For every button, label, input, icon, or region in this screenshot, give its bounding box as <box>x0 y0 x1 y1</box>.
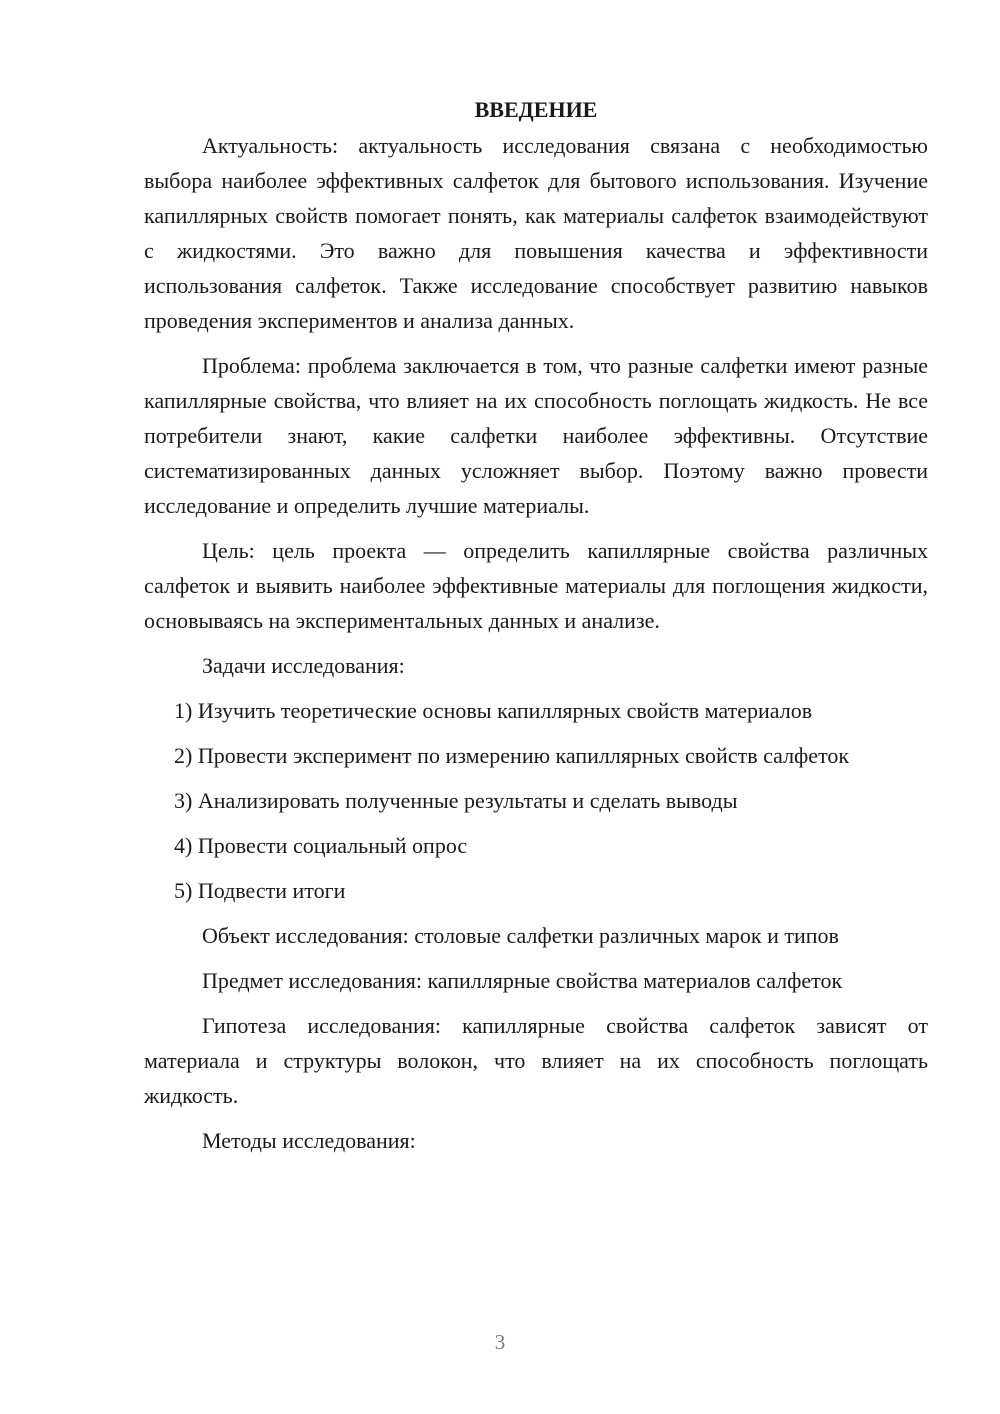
object-line: Объект исследования: столовые салфетки различных марок и типов <box>202 923 839 948</box>
task-item-2: 2) Провести эксперимент по измерению капиллярных свойств салфеток <box>174 743 850 768</box>
task-item-4: 4) Провести социальный опрос <box>174 833 468 858</box>
document-page <box>144 92 928 1168</box>
goal-paragraph: Цель: цель проекта — определить капиллярные свойства различных салфеток и выявить наиболее эффективные материалы для поглощения жидкости, основываясь на экспериментальных данных и анализе. <box>144 538 928 633</box>
tasks-heading: Задачи исследования: <box>202 653 405 678</box>
task-item-1: 1) Изучить теоретические основы капиллярных свойств материалов <box>174 698 813 723</box>
task-item-5: 5) Подвести итоги <box>174 878 346 903</box>
hypothesis-paragraph: Гипотеза исследования: капиллярные свойства салфеток зависят от материала и структуры волокон, что влияет на их способность поглощать жидкость. <box>144 1013 928 1108</box>
task-item-3: 3) Анализировать полученные результаты и сделать выводы <box>174 788 738 813</box>
page-number: 3 <box>494 1330 506 1354</box>
problem-paragraph: Проблема: проблема заключается в том, что разные салфетки имеют разные капиллярные свойства, что влияет на их способность поглощать жидкость. Не все потребители знают, какие салфетки наиболее эффективны. Отсутствие систематизированных данных усложняет выбор. Поэтому важно провести исследование и определить лучшие материалы. <box>144 353 928 518</box>
subject-line: Предмет исследования: капиллярные свойства материалов салфеток <box>202 968 843 993</box>
section-title: ВВЕДЕНИЕ <box>474 97 598 122</box>
methods-heading: Методы исследования: <box>202 1128 416 1153</box>
relevance-paragraph: Актуальность: актуальность исследования связана с необходимостью выбора наиболее эффективных салфеток для бытового использования. Изучение капиллярных свойств помогает понять, как материалы салфеток взаимодействуют с жидкостями. Это важно для повышения качества и эффективности использования салфеток. Также исследование способствует развитию навыков проведения экспериментов и анализа данных. <box>144 133 928 333</box>
